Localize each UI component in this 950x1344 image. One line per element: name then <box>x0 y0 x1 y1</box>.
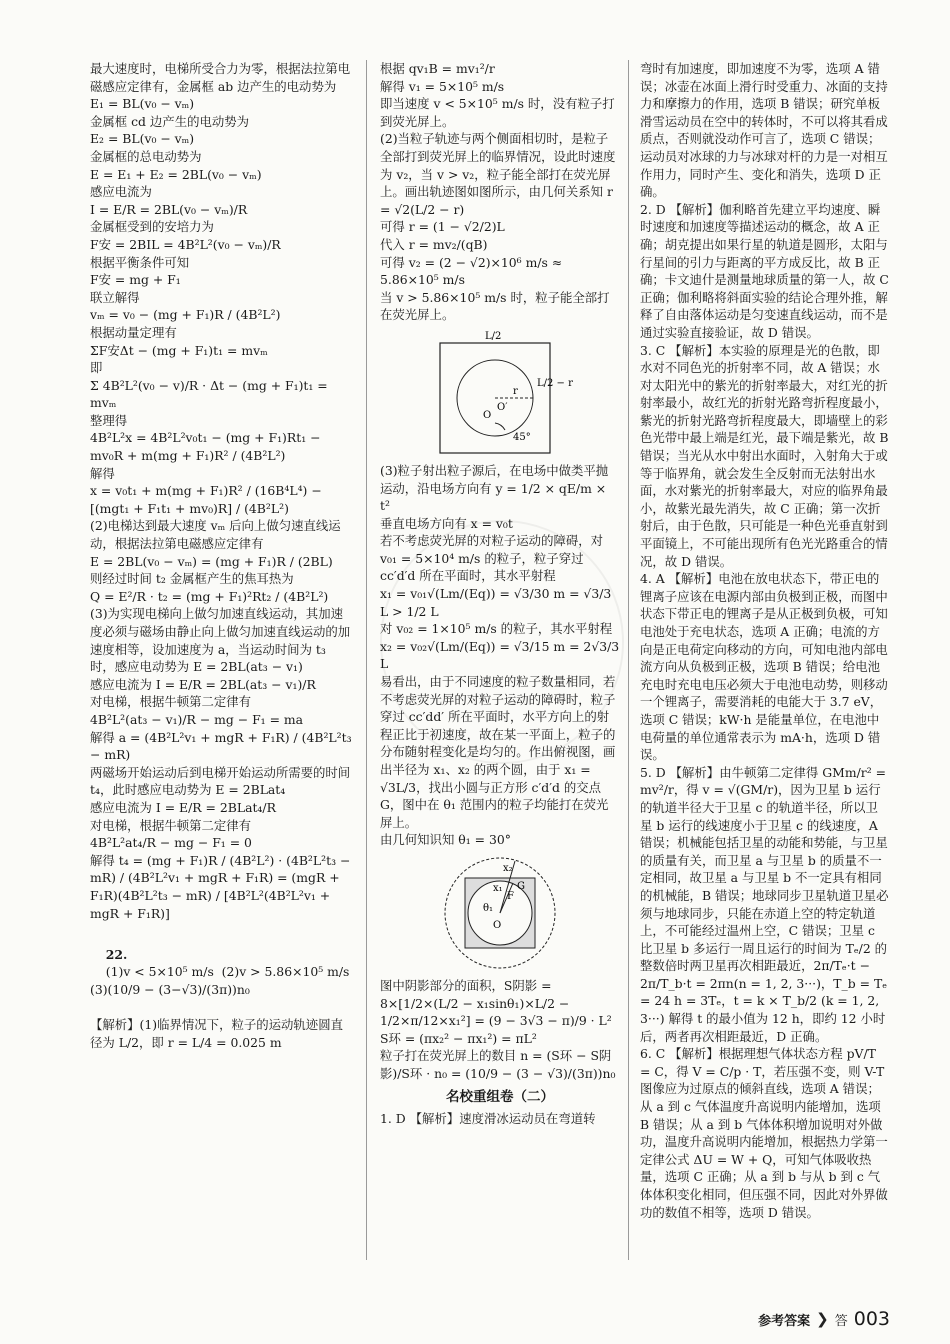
text-line: 感应电流为 I = E/R = 2BLat₄/R <box>90 799 276 815</box>
text-line: 若不考虑荧光屏的对粒子运动的障碍，对 v₀₁ = 5×10⁴ m/s 的粒子，粒子穿过 cc′d′d 所在平面时，其水平射程 <box>380 533 607 584</box>
text-line: 2. D 【解析】伽利略首先建立平均速度、瞬时速度和加速度等描述运动的概念，故 A 正确；胡克提出如果行星的轨道是圆形，太阳与行星间的引力与距离的平方成反比，故 B 正确；卡文迪什是测量地球质量的第一人，故 C 正确；伽利略将斜面实验的结论合理外推，解释了自由落体运动是匀变速直线运动，而不是通过实验直接验证，故 D 错误。 <box>640 201 893 340</box>
text-line: E = 2BL(v₀ − vₘ) = (mg + F₁)R / (2BL) <box>90 553 333 569</box>
text-line: 金属框受到的安培力为 <box>90 219 214 235</box>
label-g: G <box>517 880 525 892</box>
text-line: 粒子打在荧光屏上的数目 n = (S环 − S阴影)/S环 · n₀ = (10/9 − (3 − √3)/(3π))n₀ <box>380 1048 616 1081</box>
text-line: I = E/R = 2BL(v₀ − vₘ)/R <box>90 201 248 217</box>
text-line: x₁ = v₀₁√(Lm/(Eq)) = √3/30 m = √3/3 L > 1/2 L <box>380 586 616 619</box>
text-line: 解得 a = (4B²L²v₁ + mgR + F₁R) / (4B²L²t₃ − mR) <box>90 729 356 763</box>
text-line: 根据 qv₁B = mv₁²/r <box>380 61 495 76</box>
text-line: vₘ = v₀ − (mg + F₁)R / (4B²L²) <box>90 307 281 323</box>
text-line: 解得 v₁ = 5×10⁵ m/s <box>380 78 505 94</box>
text-line: (3)粒子射出粒子源后，在电场中做类平抛运动，沿电场方向有 y = 1/2 × qE/m × t² <box>380 462 611 514</box>
section-title: 名校重组卷（二） <box>446 1088 554 1105</box>
text-line: 两磁场开始运动后到电梯开始运动所需要的时间 t₄，此时感应电动势为 E = 2BLat₄ <box>90 764 355 798</box>
label-r: r <box>513 385 518 397</box>
text-line: (2)当粒子轨迹与两个侧面相切时，是粒子全部打到荧光屏上的临界情况，设此时速度为 v₂，当 v > v₂，粒子能全部打在荧光屏上。画出轨迹图如图所示，由几何关系知 r = √2(L/2 − r) <box>380 131 617 217</box>
text-line: 3. C 【解析】本实验的原理是光的色散，即水对不同色光的折射率不同，故 A 错误；水对太阳光中的紫光的折射率最大，对红光的折射率最小，故红光的折射光路弯折程度最小，紫光的折射光路弯折程度最大，即墙壁上的彩色光带中最上端是红光，最下端是紫光，故 B 错误；当光从水中射出水面时，入射角大于或等于临界角，就会发生全反射而无法射出水面，水对紫光的折射率最大，对应的临界角最小，故紫光最先消失，故 C 正确；第一次折射后，由于色散，只可能是一种色光垂直射到平面镜上，不可能出现所有色光光路重合的情况，故 D 错误。 <box>640 342 893 569</box>
angle-arc <box>495 423 505 430</box>
label-side: L/2 − r <box>537 377 573 389</box>
text-line: 整理得 <box>90 412 128 428</box>
label-top: L/2 <box>485 330 502 342</box>
text-line: x = v₀t₁ + m(mg + F₁)R² / (16B⁴L⁴) − [(mgt₁ + F₁t₁ + mv₀)R] / (4B²L²) <box>90 483 326 516</box>
text-line: E₁ = BL(v₀ − vₘ) <box>90 96 195 112</box>
footer-prefix: 答 <box>834 1313 848 1329</box>
text-line: 则经过时间 t₂ 金属框产生的焦耳热为 <box>90 571 294 587</box>
text-line: 弯时有加速度，即加速度不为零，选项 A 错误；冰壶在冰面上滑行时受重力、冰面的支持力和摩擦力的作用，选项 B 错误；研究单板滑雪运动员在空中的转体时，不可以将其看成质点，否则就没动作可言了，选项 C 错误；运动员对冰球的力与冰球对杆的力是一对相互作用力，同时产生、变化和消失，选项 D 正确。 <box>640 61 888 200</box>
text-line: 最大速度时，电梯所受合力为零，根据法拉第电磁感应定律有，金属框 ab 边产生的电动势为 <box>90 61 351 94</box>
text-line: (2)电梯达到最大速度 vₘ 后向上做匀速直线运动，根据法拉第电磁感应定律有 <box>90 518 341 552</box>
text-line: 6. C 【解析】根据理想气体状态方程 pV/T = C，得 V = C/p · T，若压强不变，则 V-T 图像应为过原点的倾斜直线，选项 A 错误；从 a 到 c 气体温度升高说明内能增加，选项 B 错误；从 a 到 b 气体体积增加说明对外做功，温度升高说明内能增加，根据热力学第一定律公式 ΔU = W + Q，可知气体吸收热量，选项 C 正确；从 a 到 b 与从 b 到 c 气体体积变化相同，但压强不同，因此对外界做功的数值不相等，选项 D 错误。 <box>640 1046 889 1220</box>
label-o: O <box>483 409 492 421</box>
label-x2: x₂ <box>503 862 513 874</box>
column-divider <box>366 60 367 1260</box>
label-f: F <box>507 890 514 902</box>
label-o-prime: O′ <box>497 401 508 413</box>
text-line: 对 v₀₂ = 1×10⁵ m/s 的粒子，其水平射程 x₂ = v₀₂√(Lm/(Eq)) = √3/15 m = 2√3/3 L <box>380 621 624 672</box>
text-line: 根据平衡条件可知 <box>90 254 190 270</box>
text-line: 感应电流为 <box>90 184 152 200</box>
text-line: ΣF安Δt − (mg + F₁)t₁ = mvₘ <box>90 342 268 358</box>
text-line: 金属框的总电动势为 <box>90 148 202 164</box>
top-view-figure <box>435 853 565 973</box>
text-line: 易看出，由于不同速度的粒子数量相同，若不考虑荧光屏的对粒子运动的障碍时，粒子穿过 cc′dd′ 所在平面时，水平方向上的射程正比于初速度，故在某一平面上，粒子的分布随射程变化是均匀的。作出俯视图，画出半径为 x₁、x₂ 的两个圆，由于 x₁ = √3L/3，找出小圆与正方形 c′d′d 的交点 G，图中在 θ₁ 范围内的粒子均能打在荧光屏上。 <box>380 674 616 830</box>
trajectory-figure <box>425 328 575 458</box>
text-line: 代入 r = mv₂/(qB) <box>380 236 488 252</box>
chevron-right-icon: ❯ <box>816 1310 829 1328</box>
text-line: 5. D 【解析】由牛顿第二定律得 GMm/r² = mv²/r，得 v = √(GM/r)，因为卫星 b 运行的轨道半径大于卫星 c 的轨道半径，所以卫星 b 运行的线速度小于卫星 c 的线速度，A 错误；机械能包括卫星的动能和势能，与卫星的质量有关，而卫星 a 与卫星 b 的质量不一定相同，故卫星 a 与卫星 b 不一定具有相同的机械能，B 错误；地球同步卫星轨道卫星必须与地球同步，只能在赤道上空的特定轨道上，不可能经过温州上空，C 错误；卫星 c 比卫星 b 多运行一周且运行的时间为 Tₑ/2 的整数倍时两卫星再次相距最近，2π/Tₑ·t − 2π/T_b·t = 2πn(n = 1, 2, 3···)，T_b = Tₑ = 24 h = 3Tₑ，t = k × T_b/2 (k = 1, 2, 3···) 解得 t 的最小值为 12 h，即约 12 小时后，两者再次相距最近，D 正确。 <box>640 764 891 1044</box>
text-line: (3)为实现电梯向上做匀加速直线运动，其加速度必须与磁场由静止向上做匀加速直线运动的加速度相等，设加速度为 a，当运动时间为 t₃ 时，感应电动势为 E = 2BL(at₃ − v₁) <box>90 606 351 675</box>
text-line: 4B²L²(at₃ − v₁)/R − mg − F₁ = ma <box>90 711 304 727</box>
page-number: 003 <box>853 1308 890 1330</box>
text-line: 金属框 cd 边产生的电动势为 <box>90 113 250 129</box>
text-line: 图中阴影部分的面积，S阴影 = 8×[1/2×(L/2 − x₁sinθ₁)×L/2 − 1/2×π/12×x₁²] = (9 − 3√3 − π)/9 · L² <box>380 977 612 1029</box>
text-line: E = E₁ + E₂ = 2BL(v₀ − vₘ) <box>90 166 262 182</box>
page-footer <box>758 1308 890 1330</box>
text-line: 4B²L²x = 4B²L²v₀t₁ − (mg + F₁)Rt₁ − mv₀R + m(mg + F₁)R² / (4B²L²) <box>90 430 325 464</box>
label-o: O <box>493 919 502 931</box>
middle-column <box>380 60 624 1260</box>
text-line: S环 = (πx₂² − πx₁²) = πL² <box>380 1030 537 1046</box>
text-line: 解得 <box>90 465 115 481</box>
text-line: E₂ = BL(v₀ − vₘ) <box>90 131 195 147</box>
text-line: 可得 r = (1 − √2/2)L <box>380 219 505 235</box>
left-column <box>90 60 358 1260</box>
text-line: Σ 4B²L²(v₀ − v)/R · Δt − (mg + F₁)t₁ = mvₘ <box>90 377 332 411</box>
text-line: 1. D 【解析】速度滑冰运动员在弯道转 <box>380 1111 596 1127</box>
question-analysis: 【解析】(1)临界情况下，粒子的运动轨迹圆直径为 L/2，即 r = L/4 = 0.025 m <box>90 1017 343 1050</box>
question-answer: (1)v < 5×10⁵ m/s (2)v > 5.86×10⁵ m/s (3)(10/9 − (3−√3)/(3π))n₀ <box>90 964 358 997</box>
column-divider <box>628 60 629 1260</box>
text-line: 4. A 【解析】电池在放电状态下，带正电的锂离子应该在电源内部由负极到正极，而图中状态下带正电的锂离子是从正极到负极，可知电池处于充电状态，选项 A 正确；电流的方向是正电荷定向移动的方向，可知电池内部电流方向从负极到正极，选项 B 错误；给电池充电时充电电压必须大于电池电动势，则移动一个锂离子，需要消耗的电能大于 3.7 eV，选项 C 错误；kW·h 是能量单位，在电池中电荷量的单位通常表示为 mA·h，选项 D 错误。 <box>640 571 888 763</box>
text-line: 感应电流为 I = E/R = 2BL(at₃ − v₁)/R <box>90 676 316 692</box>
text-line: F安 = 2BIL = 4B²L²(v₀ − vₘ)/R <box>90 236 281 252</box>
text-line: 垂直电场方向有 x = v₀t <box>380 515 513 531</box>
label-theta: θ₁ <box>483 902 494 914</box>
text-line: 解得 t₄ = (mg + F₁)R / (4B²L²) · (4B²L²t₃ − mR) / (4B²L²v₁ + mgR + F₁R) = (mgR + F₁R)(4B²L²t₃ − mR) / [4B²L²(4B²L²v₁ + mgR + F₁R)] <box>90 852 355 921</box>
text-line: 对电梯，根据牛顿第二定律有 <box>90 694 252 710</box>
text-line: 即 <box>90 360 103 376</box>
text-line: Q = E²/R · t₂ = (mg + F₁)²Rt₂ / (4B²L²) <box>90 588 329 604</box>
text-line: F安 = mg + F₁ <box>90 272 181 288</box>
text-line: 4B²L²at₄/R − mg − F₁ = 0 <box>90 835 252 851</box>
text-line: 可得 v₂ = (2 − √2)×10⁶ m/s ≈ 5.86×10⁵ m/s <box>380 254 567 288</box>
text-line: 当 v > 5.86×10⁵ m/s 时，粒子能全部打在荧光屏上。 <box>380 289 610 323</box>
text-line: 由几何知识知 θ₁ = 30° <box>380 832 511 848</box>
text-line: 联立解得 <box>90 289 140 305</box>
text-line: 根据动量定理有 <box>90 324 177 340</box>
question-number: 22. <box>105 946 128 962</box>
footer-label: 参考答案 <box>758 1313 811 1329</box>
label-x1: x₁ <box>493 882 503 894</box>
text-line: 对电梯，根据牛顿第二定律有 <box>90 817 252 833</box>
text-line: 即当速度 v < 5×10⁵ m/s 时，没有粒子打到荧光屏上。 <box>380 96 615 129</box>
label-angle: 45° <box>513 431 531 443</box>
right-column <box>640 60 893 1260</box>
